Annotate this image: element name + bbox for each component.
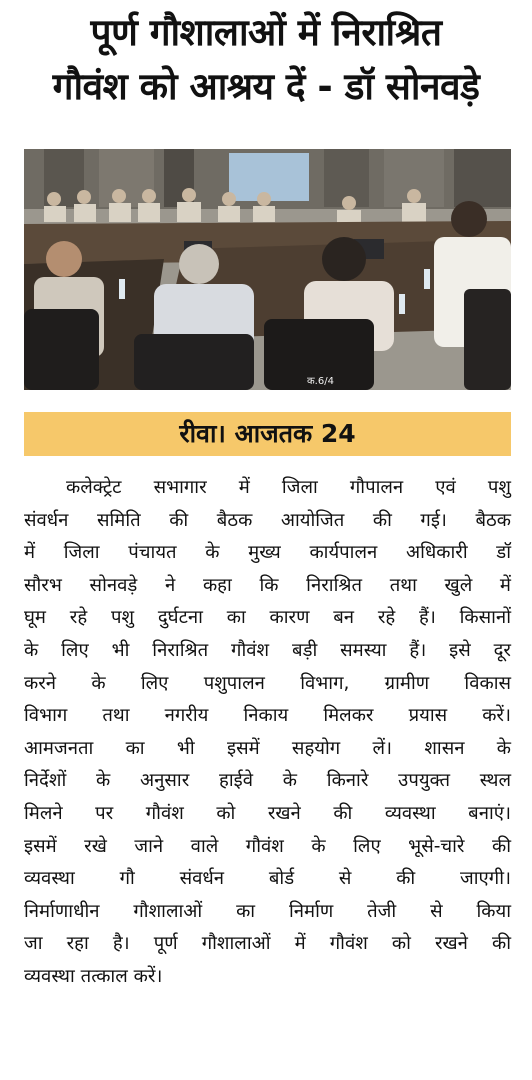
- headline-line-2: गौवंश को आश्रय दें - डॉ सोनवड़े: [52, 65, 480, 108]
- article-line: सौरभ सोनवड़े ने कहा कि निराश्रित तथा खुले में: [24, 574, 511, 596]
- meeting-photo: [24, 149, 511, 390]
- article-line: विभाग तथा नगरीय निकाय मिलकर प्रयास करें।: [24, 705, 511, 727]
- article-line: इसमें रखे जाने वाले गौवंश के लिए भूसे-चारे की: [24, 835, 511, 857]
- article-line: में जिला पंचायत के मुख्य कार्यपालन अधिकारी डॉ: [24, 542, 511, 564]
- headline-line-1: पूर्ण गौशालाओं में निराश्रित: [90, 11, 442, 54]
- article-line: घूम रहे पशु दुर्घटना का कारण बन रहे हैं। किसानों: [24, 607, 511, 629]
- headline: [0, 6, 532, 114]
- article-line: के लिए भी निराश्रित गौवंश बड़ी समस्या हैं। इसे दूर: [24, 639, 511, 661]
- article-line: व्यवस्था गौ संवर्धन बोर्ड से की जाएगी।: [24, 868, 511, 890]
- dateline: रीवा। आजतक 24: [179, 419, 356, 448]
- article-line: संवर्धन समिति की बैठक आयोजित की गई। बैठक: [24, 509, 511, 531]
- article-line: करने के लिए पशुपालन विभाग, ग्रामीण विकास: [24, 672, 511, 694]
- article-line: निर्माणाधीन गौशालाओं का निर्माण तेजी से किया: [24, 900, 511, 922]
- article-line: आमजनता का भी इसमें सहयोग लें। शासन के: [24, 737, 511, 759]
- article-line: निर्देशों के अनुसार हाईवे के किनारे उपयुक्त स्थल: [24, 770, 511, 792]
- article-line: जा रहा है। पूर्ण गौशालाओं में गौवंश को रखने की: [24, 933, 511, 955]
- article-line: कलेक्ट्रेट सभागार में जिला गौपालन एवं पशु: [66, 477, 511, 498]
- photo-tag: क.6/4: [307, 376, 334, 387]
- article-body: [24, 472, 511, 994]
- article-line: मिलने पर गौवंश को रखने की व्यवस्था बनाएं।: [24, 802, 511, 824]
- article-line: व्यवस्था तत्काल करें।: [24, 965, 163, 987]
